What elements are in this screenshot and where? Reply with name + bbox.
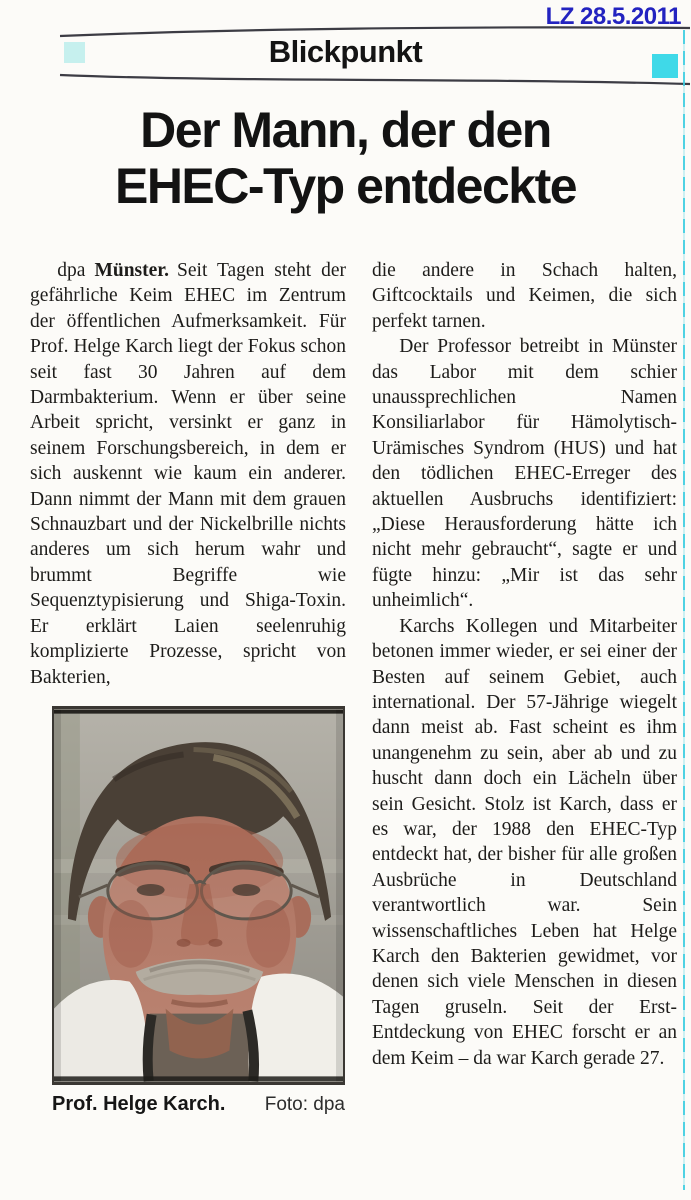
photo-figure xyxy=(52,706,345,1117)
paragraph-lead xyxy=(30,258,346,690)
portrait-illustration xyxy=(54,709,343,1082)
column-left xyxy=(30,258,346,1117)
kicker-band xyxy=(0,20,691,96)
edition-date: LZ 28.5.2011 xyxy=(545,3,681,30)
photo-credit: Foto: dpa xyxy=(264,1093,345,1115)
photo-prof-helge-karch xyxy=(52,706,345,1085)
column-right xyxy=(372,258,677,1117)
headline-line-2: EHEC-Typ entdeckte xyxy=(114,158,577,214)
paragraph-lead-continued: die andere in Schach halten, Giftcocktails und Keimen, die sich perfekt tarnen. xyxy=(372,260,677,332)
byline-city: Münster. xyxy=(94,260,170,281)
scan-edge-line xyxy=(683,30,685,1190)
photo-caption: Prof. Helge Karch. xyxy=(52,1092,226,1115)
photo-caption-row xyxy=(52,1092,345,1117)
paragraph-lead-text: Seit Tagen steht der gefährliche Keim EHEC im Zentrum der öffentlichen Aufmerksamkeit. Für Prof. Helge Karch liegt der Fokus schon seit fast 30 Jahren auf dem Darmbakterium. Wenn er über seine Arbeit spricht, versinkt er ganz in seinem Forschungsbereich, in dem er sich auskennt wie kaum ein anderer. Dann nimmt der Mann mit dem grauen Schnauzbart und der Nickelbrille nichts anderes um sich herum wahr und brummt Begriffe wie Sequenztypisierung und Shiga-Toxin. Er erklärt Laien seelenruhig komplizierte Prozesse, spricht von Bakterien, xyxy=(30,260,346,688)
headline-line-1: Der Mann, der den xyxy=(140,102,551,158)
byline-agency: dpa xyxy=(57,260,86,281)
paragraph-3: Karchs Kollegen und Mitarbeiter betonen immer wieder, er sei einer der Besten auf seinem Gebiet, auch international. Der 57-Jährige wiegelt dann meist ab. Fast scheint es ihm unangenehm zu sein, aber ab und zu huscht dann doch ein Lächeln über sein Gesicht. Stolz ist Karch, dass er es war, der 1988 den EHEC-Typ entdeckt hat, der bisher für alle großen Ausbrüche in Deutschland verantwortlich war. Sein wissenschaftliches Leben hat Helge Karch den Bakterien gewidmet, vor denen sich viele Menschen in diesen Tagen gruseln. Seit der Erst-Entdeckung von EHEC forscht er an dem Keim – da war Karch gerade 27. xyxy=(372,615,677,1069)
article-body xyxy=(0,258,691,1117)
paragraph-2: Der Professor betreibt in Münster das Labor mit dem schier unaussprechlichen Namen Konsiliarlabor für Hämolytisch-Urämisches Syndrom (HUS) und hat den tödlichen EHEC-Erreger des aktuellen Ausbruchs identifiziert: „Diese Herausforderung hätte ich nicht mehr gebraucht“, sagte er und fügte hinzu: „Mir ist das sehr unheimlich“. xyxy=(372,336,677,612)
headline xyxy=(6,102,685,214)
section-kicker: Blickpunkt xyxy=(268,34,423,69)
